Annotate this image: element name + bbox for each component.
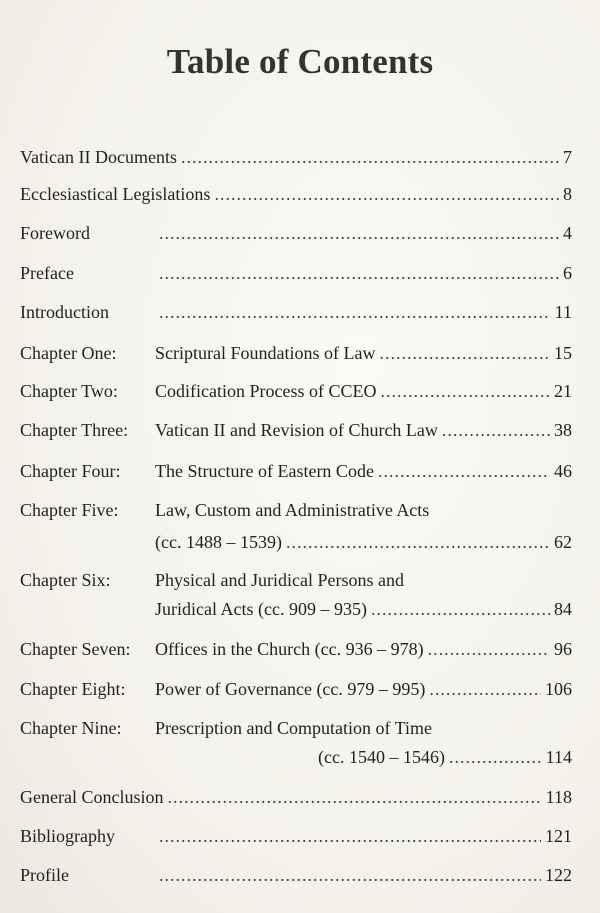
toc-label: Introduction: [20, 302, 109, 322]
toc-leader-dots: [181, 145, 559, 169]
chapter-label: Chapter Three:: [20, 420, 129, 440]
toc-entry-chapter: [20, 379, 572, 403]
chapter-label: Chapter Two:: [20, 381, 118, 401]
chapter-title: The Structure of Eastern Code: [155, 461, 374, 481]
toc-entry-chapter: [20, 637, 572, 661]
toc-entry: [20, 145, 572, 169]
chapter-label: Chapter One:: [20, 343, 117, 363]
toc-label: Foreword: [20, 223, 90, 243]
toc-label: Bibliography: [20, 826, 115, 846]
chapter-label: Chapter Four:: [20, 461, 121, 481]
toc-entry-chapter: [20, 677, 572, 701]
toc-leader-dots: [380, 379, 550, 403]
toc-entry-chapter: [20, 341, 572, 365]
toc-leader-dots: [442, 418, 550, 442]
toc-entry: [20, 182, 572, 206]
chapter-title: Offices in the Church (cc. 936 – 978): [155, 639, 424, 659]
chapter-label: Chapter Seven:: [20, 639, 131, 659]
toc-leader-dots: [449, 745, 542, 769]
toc-leader-dots: [159, 824, 541, 848]
chapter-title-continued: (cc. 1540 – 1546): [318, 747, 445, 767]
chapter-label: Chapter Nine:: [20, 718, 122, 738]
toc-page-number: 11: [554, 302, 572, 322]
toc-page-number: 8: [563, 184, 572, 204]
toc-entry-continuation: [20, 745, 572, 769]
chapter-title-continued: Juridical Acts (cc. 909 – 935): [155, 599, 367, 619]
toc-entry-chapter: [20, 459, 572, 483]
toc-entry: [20, 785, 572, 809]
toc-entry: [20, 863, 572, 887]
toc-page-number: 62: [554, 532, 572, 552]
toc-entry-chapter: [20, 498, 572, 522]
chapter-label: Chapter Eight:: [20, 679, 126, 699]
toc-label: General Conclusion: [20, 787, 164, 807]
toc-label: Preface: [20, 263, 74, 283]
chapter-title: Law, Custom and Administrative Acts: [155, 500, 430, 520]
chapter-title-continued: (cc. 1488 – 1539): [155, 532, 282, 552]
toc-page-number: 46: [554, 461, 572, 481]
toc-leader-dots: [214, 182, 559, 206]
toc-leader-dots: [428, 637, 550, 661]
toc-page-number: 7: [563, 147, 572, 167]
toc-entry-chapter: [20, 568, 572, 592]
toc-leader-dots: [286, 530, 550, 554]
toc-page-number: 106: [545, 679, 572, 699]
toc-entry-chapter: [20, 418, 572, 442]
chapter-title: Prescription and Computation of Time: [155, 718, 432, 738]
toc-page-number: 118: [545, 787, 572, 807]
toc-page-number: 4: [563, 223, 572, 243]
toc-page-number: 6: [563, 263, 572, 283]
toc-entry: [20, 221, 572, 245]
toc-leader-dots: [159, 300, 551, 324]
toc-leader-dots: [159, 221, 559, 245]
toc-page-number: 21: [554, 381, 572, 401]
toc-label: Vatican II Documents: [20, 147, 177, 167]
toc-page-number: 122: [545, 865, 572, 885]
toc-entry: [20, 261, 572, 285]
toc-page-number: 114: [545, 747, 572, 767]
toc-entry: [20, 300, 572, 324]
toc-label: Ecclesiastical Legislations: [20, 184, 211, 204]
toc-label: Profile: [20, 865, 69, 885]
toc-page-number: 15: [554, 343, 572, 363]
toc-page-number: 96: [554, 639, 572, 659]
chapter-title: Codification Process of CCEO: [155, 381, 377, 401]
toc-leader-dots: [167, 785, 541, 809]
toc-page-number: 84: [554, 599, 572, 619]
toc-leader-dots: [159, 863, 541, 887]
chapter-title: Vatican II and Revision of Church Law: [155, 420, 438, 440]
toc-leader-dots: [371, 597, 550, 621]
toc-entry-chapter: [20, 716, 572, 740]
toc-leader-dots: [159, 261, 559, 285]
chapter-title: Physical and Juridical Persons and: [155, 570, 404, 590]
toc-leader-dots: [379, 341, 550, 365]
chapter-label: Chapter Six:: [20, 570, 111, 590]
toc-entry-continuation: [20, 530, 572, 554]
toc-page-number: 38: [554, 420, 572, 440]
chapter-label: Chapter Five:: [20, 500, 119, 520]
chapter-title: Power of Governance (cc. 979 – 995): [155, 679, 426, 699]
toc-page-number: 121: [545, 826, 572, 846]
toc-entry-continuation: [20, 597, 572, 621]
toc-leader-dots: [429, 677, 541, 701]
toc-leader-dots: [378, 459, 550, 483]
toc-entry: [20, 824, 572, 848]
chapter-title: Scriptural Foundations of Law: [155, 343, 376, 363]
page-title: Table of Contents: [166, 42, 434, 81]
